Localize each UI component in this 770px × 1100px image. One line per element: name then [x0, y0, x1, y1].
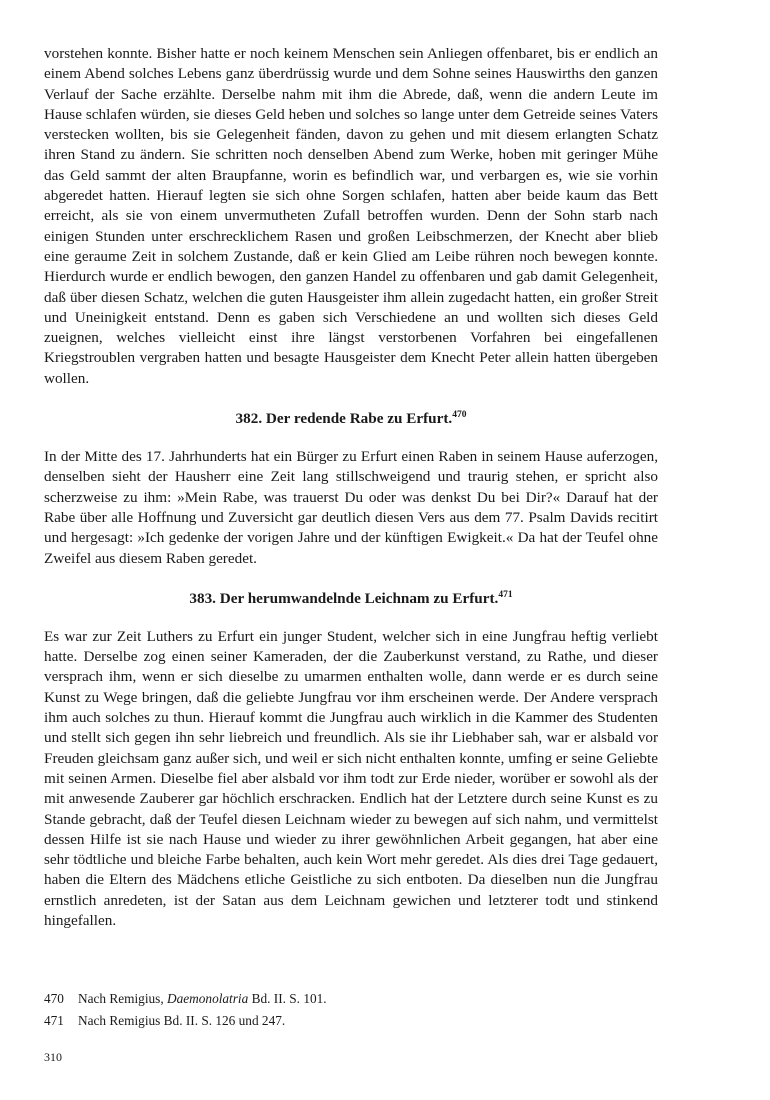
paragraph-section-381-end: vorstehen konnte. Bisher hatte er noch keinem Menschen sein Anliegen offenbaret, bis er endlich an einem Abend solches Lebens ganz überdrüssig wurde und dem Sohne seines Hauswirths den ganzen Verlauf der Sache erzählte. Derselbe nahm mit ihm die Abrede, daß, wenn die andern Leute im Hause schlafen würden, sie dieses Geld heben und solches so lange unter dem Getreide seines Vaters verstecken wollten, bis sie Gelegenheit fänden, davon zu gehen und mit diesem erlangten Schatz ihren Stand zu ändern. Sie schritten noch denselben Abend zum Werke, hoben mit geringer Mühe das Geld sammt der alten Braupfanne, worin es befindlich war, und verbargen es, wie sie vorhin abgeredet hatten. Hierauf legten sie sich ohne Sorgen schlafen, hatten aber beide kaum das Bett erreicht, als sie von einem unvermutheten Zufall betroffen wurden. Denn der Sohn starb nach einigen Stunden unter erschrecklichem Rasen und großen Leibschmerzen, der Knecht aber blieb eine geraume Zeit in solchem Zustande, daß er kein Glied am Leibe rühren noch bewegen konnte. Hierdurch wurde er endlich bewogen, den ganzen Handel zu offenbaren und gab damit Gelegenheit, daß über diesen Schatz, welchen die guten Hausgeister ihm allein zugedacht hatten, ein großer Streit und Uneinigkeit entstand. Denn es gaben sich Verschiedene an und wollten sich dieses Geld zueignen, welches vielleicht einst ihre längst verstorbenen Vorfahren bei eingefallenen Kriegstroublen vergraben hatten und besagte Hausgeister dem Knecht Peter allein hatten übergeben wollen.	[44, 45, 658, 387]
footnote-text-suffix: Bd. II. S. 101.	[248, 991, 327, 1006]
heading-section-383	[44, 589, 658, 609]
footnotes	[44, 988, 658, 1032]
heading-382-title: 382. Der redende Rabe zu Erfurt.	[235, 410, 453, 428]
footnote-number: 471	[44, 1013, 64, 1028]
footnote-text: Nach Remigius Bd. II. S. 126 und 247.	[78, 1013, 286, 1028]
footnote-ref-470[interactable]: 470	[452, 410, 467, 421]
paragraph-section-383: Es war zur Zeit Luthers zu Erfurt ein junger Student, welcher sich in eine Jungfrau heftig verliebt hatte. Derselbe zog einen seiner Kameraden, der die Zauberkunst verstand, zu Rathe, und dieser versprach ihm, wenn er sich dieselbe zu umarmen enthalten wolle, dann werde er es durch seine Kunst zu Wege bringen, daß die geliebte Jungfrau vor ihm erscheinen werde. Der Andere versprach ihm auch solches zu thun. Hierauf kommt die Jungfrau auch wirklich in die Kammer des Studenten und stellt sich gegen ihn sehr liebreich und freundlich. Als sie ihr Liebhaber sah, war er alsbald vor Freuden gleichsam ganz außer sich, und weil er sich nicht enthalten konnte, umfing er seine Geliebte mit seinen Armen. Dieselbe fiel aber alsbald vor ihm todt zur Erde nieder, worüber er sowohl als der mit anwesende Zauberer gar höchlich erschracken. Endlich hat der Letztere durch seine Kunst es zu Stande gebracht, daß der Teufel diesen Leichnam wieder zu bewegen auf sich nahm, und vermittelst dessen Hilfe ist sie nach Hause und wieder zu ihrer gewöhnlichen Arbeit gegangen, hat aber eine sehr tödtliche und bleiche Farbe behalten, auch kein Wort mehr geredet. Als dies drei Tage gedauert, haben die Eltern des Mädchens etliche Geistliche zu sich entboten. Da dieselben nun die Jungfrau ernstlich anredeten, ist der Satan aus dem Leichnam gewichen und letzterer todt und stinkend hingefallen.	[44, 627, 658, 929]
footnote-italic-title: Daemonolatria	[167, 991, 249, 1006]
page-body	[44, 44, 658, 931]
footnote-text: Nach Remigius,	[78, 991, 168, 1006]
footnote-471	[44, 1010, 658, 1032]
paragraph-section-382: In der Mitte des 17. Jahrhunderts hat ein Bürger zu Erfurt einen Raben in seinem Hause auferzogen, denselben sieht der Hausherr eine Zeit lang stillschweigend und traurig stehen, er spricht also scherzweise zu ihm: »Mein Rabe, was trauerst Du oder was denkst Du bei Dir?« Darauf hat der Rabe über alle Hoffnung und Zuversicht gar deutlich diesen Vers aus dem 77. Psalm Davids recitirt und hergesagt: »Ich gedenke der vorigen Jahre und der künftigen Ewigkeit.« Da hat der Teufel ohne Zweifel aus diesem Raben geredet.	[44, 448, 658, 567]
footnote-number: 470	[44, 991, 64, 1006]
footnote-ref-471[interactable]: 471	[498, 589, 513, 600]
heading-383-title: 383. Der herumwandelnde Leichnam zu Erfurt.	[189, 589, 499, 607]
heading-section-382	[44, 409, 658, 429]
page-number: 310	[44, 1050, 62, 1064]
footnote-470	[44, 988, 658, 1010]
